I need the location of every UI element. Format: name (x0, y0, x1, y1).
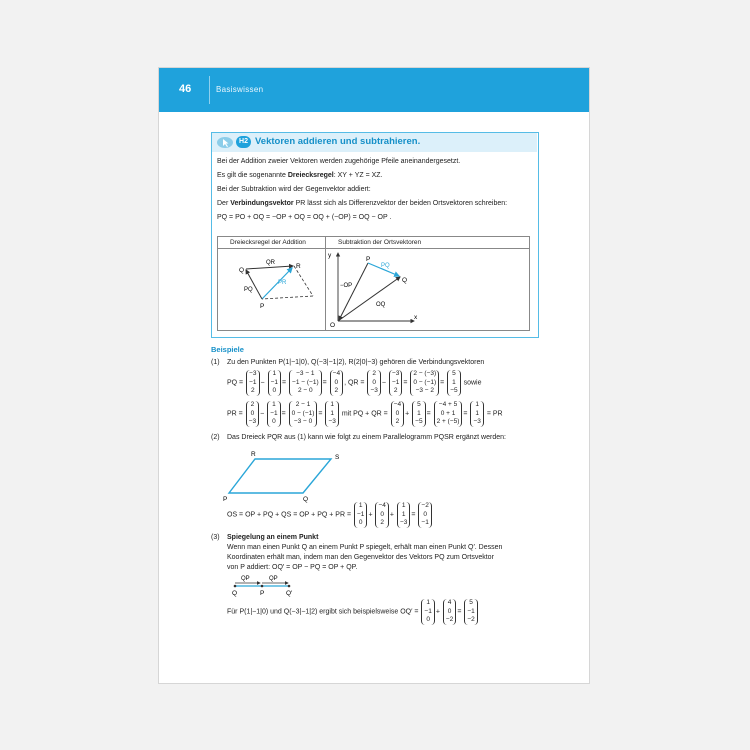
box-line-1: Bei der Addition zweier Vektoren werden zugehörige Pfeile aneinandergesetzt. (217, 158, 461, 165)
ex2-equation: OS = OP + PQ + QS = OP + PQ + PR = 1 −1 0 + −4 0 2 + 1 1 −3 = −2 0 −1 (227, 502, 433, 528)
ex3-label-qp1: QP (241, 576, 250, 582)
ex3-equation: Für P(1|−1|0) und Q(−3|−1|2) ergibt sich beispielsweise OQ′ = 1 −1 0 + 4 0 −2 = 5 −1 −2 (227, 599, 479, 625)
fig1-label-pq: PQ (244, 287, 253, 293)
ex3-label-qp2: QP (269, 576, 278, 582)
matrix: 1 −1 0 (268, 370, 281, 396)
fig2-label-mop: −OP (340, 283, 353, 289)
matrix: 1 1 −3 (470, 401, 483, 427)
table-header-addition: Dreiecksregel der Addition (230, 239, 306, 246)
matrix: 1 1 −3 (397, 502, 410, 528)
ex1-row1: PQ = −3 −1 2 − 1 −1 0 = −3 − 1 −1 − (−1) 2 − 0 = −4 0 2 , QR = 2 0 −3 − −3 −1 2 = 2 − (−3) 0 − (−1) −3 − 2 = 5 1 −5 sowie (227, 370, 482, 394)
info-box (211, 132, 539, 338)
ex3-line-2: Koordinaten erhält man, indem man den Gegenvektor des Vektors PQ zum Ortsvektor (227, 554, 494, 561)
fig2-label-p: P (366, 256, 371, 263)
box-line-5: PQ = PO + OQ = −OP + OQ = OQ + (−OP) = OQ − OP . (217, 214, 392, 221)
figure-table (217, 236, 530, 331)
ex3-line-1: Wenn man einen Punkt Q an einem Punkt P spiegelt, erhält man einen Punkt Q′. Dessen (227, 544, 503, 551)
matrix: 2 − (−3) 0 − (−1) −3 − 2 (410, 370, 439, 396)
matrix: 5 −1 −2 (464, 599, 477, 625)
box-line-2: Es gilt die sogenannte Dreiecksregel: XY + YZ = XZ. (217, 172, 383, 179)
header-divider (209, 76, 210, 104)
ex3-label-p: P (260, 590, 265, 597)
matrix: −3 − 1 −1 − (−1) 2 − 0 (289, 370, 322, 396)
ex2-number: (2) (211, 434, 220, 441)
page-number: 46 (179, 83, 192, 95)
book-page (158, 67, 590, 684)
subtraction-figure (326, 249, 531, 329)
info-box-header (212, 133, 537, 152)
matrix: −4 0 2 (391, 401, 404, 427)
fig1-label-p: P (260, 303, 265, 310)
box-title: Vektoren addieren und subtrahieren. (255, 136, 421, 147)
matrix: 1 −1 0 (421, 599, 434, 625)
matrix: −3 −1 2 (246, 370, 259, 396)
reflection-figure (229, 574, 309, 598)
fig2-label-o: O (330, 322, 336, 329)
matrix: −3 −1 2 (389, 370, 402, 396)
mouse-pointer-icon (216, 136, 234, 149)
ex3-label-q: Q (232, 590, 238, 597)
ex3-title: Spiegelung an einem Punkt (227, 534, 319, 541)
table-header-subtraction: Subtraktion der Ortsvektoren (338, 239, 422, 246)
matrix: 2 − 1 0 − (−1) −3 − 0 (289, 401, 318, 427)
matrix: 5 1 −5 (412, 401, 425, 427)
matrix: −2 0 −1 (418, 502, 431, 528)
fig2-label-y: y (328, 252, 332, 259)
ex3-label-qprime: Q′ (286, 590, 293, 597)
matrix: 5 1 −5 (447, 370, 460, 396)
page-header-band (159, 68, 589, 112)
ex1-number: (1) (211, 359, 220, 366)
ex1-row2: PR = 2 0 −3 − 1 −1 0 = 2 − 1 0 − (−1) −3 − 0 = 1 1 −3 mit PQ + QR = −4 0 2 + 5 1 −5 = −4 + 5 0 + 1 2 + (−5) = 1 1 −3 = PR (227, 401, 503, 425)
matrix: 2 0 −3 (367, 370, 380, 396)
matrix: −4 0 2 (375, 502, 388, 528)
box-line-3: Bei der Subtraktion wird der Gegenvektor addiert: (217, 186, 371, 193)
fig2-label-pq: PQ (381, 263, 390, 269)
fig1-label-qr: QR (266, 260, 275, 266)
ex2-label-q: Q (303, 496, 309, 503)
examples-heading: Beispiele (211, 345, 244, 354)
matrix: −4 0 2 (330, 370, 343, 396)
section-title: Basiswissen (216, 85, 264, 94)
fig1-label-pr: PR (278, 280, 287, 286)
ex2-label-s: S (335, 454, 340, 461)
ex1-text: Zu den Punkten P(1|−1|0), Q(−3|−1|2), R(2|0|−3) gehören die Verbindungsvektoren (227, 359, 485, 366)
matrix: 1 −1 0 (354, 502, 367, 528)
ex2-label-r: R (251, 451, 256, 458)
parallelogram-figure (223, 448, 353, 504)
matrix: 2 0 −3 (246, 401, 259, 427)
triangle-rule-figure (218, 249, 325, 329)
matrix: −4 + 5 0 + 1 2 + (−5) (434, 401, 463, 427)
matrix: 4 0 −2 (443, 599, 456, 625)
fig1-label-r: R (296, 263, 301, 270)
box-line-4: Der Verbindungsvektor PR lässt sich als Differenzvektor der beiden Ortsvektoren schreiben: (217, 200, 508, 207)
fig2-label-oq: OQ (376, 302, 386, 308)
h2-badge: H2 (236, 136, 251, 148)
matrix: 1 −1 0 (267, 401, 280, 427)
matrix: 1 1 −3 (325, 401, 338, 427)
ex3-number: (3) (211, 534, 220, 541)
fig2-label-x: x (414, 314, 418, 321)
ex2-label-p: P (223, 496, 228, 503)
ex2-text: Das Dreieck PQR aus (1) kann wie folgt zu einem Parallelogramm PQSR ergänzt werden: (227, 434, 506, 441)
ex3-line-3: von P addiert: OQ′ = OP − PQ = OP + QP. (227, 564, 358, 571)
fig2-label-q: Q (402, 277, 408, 284)
fig1-label-q: Q (239, 267, 245, 274)
